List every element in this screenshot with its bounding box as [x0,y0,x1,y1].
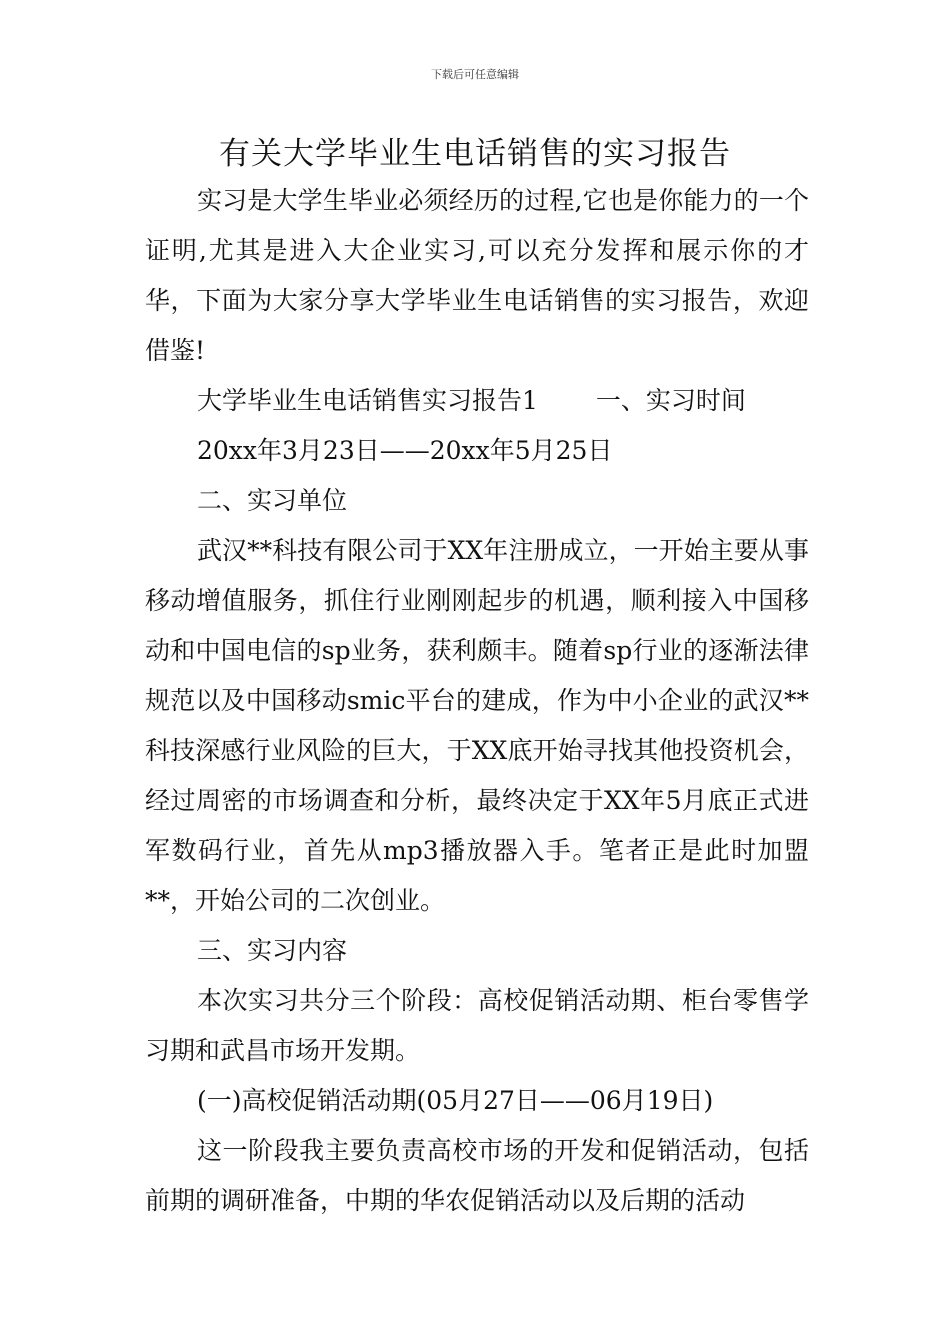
document-body [145,176,809,1226]
stage-1-paragraph: 这一阶段我主要负责高校市场的开发和促销活动，包括前期的调研准备，中期的华农促销活动以及后期的活动 [145,1136,809,1215]
report-heading-line [145,376,809,426]
section-2-heading: 二、实习单位 [197,486,348,515]
document-title: 有关大学毕业生电话销售的实习报告 [219,136,731,172]
section-3-heading: 三、实习内容 [197,936,348,965]
report-heading: 大学毕业生电话销售实习报告1 [197,386,538,415]
stage-1-heading: (一)高校促销活动期(05月27日——06月19日) [197,1086,714,1115]
section-1-heading: 一、实习时间 [595,386,746,415]
internship-period: 20xx年3月23日——20xx年5月25日 [197,436,613,465]
intro-paragraph: 实习是大学生毕业必须经历的过程,它也是你能力的一个证明,尤其是进入大企业实习,可以充分发挥和展示你的才华，下面为大家分享大学毕业生电话销售的实习报告，欢迎借鉴! [145,186,809,365]
page-header-note: 下载后可任意编辑 [431,68,519,81]
company-paragraph: 武汉**科技有限公司于XX年注册成立，一开始主要从事移动增值服务，抓住行业刚刚起步的机遇，顺利接入中国移动和中国电信的sp业务，获利颇丰。随着sp行业的逐渐法律规范以及中国移动smic平台的建成，作为中小企业的武汉**科技深感行业风险的巨大，于XX底开始寻找其他投资机会，经过周密的市场调查和分析，最终决定于XX年5月底正式进军数码行业，首先从mp3播放器入手。笔者正是此时加盟**，开始公司的二次创业。 [145,536,809,915]
stages-paragraph: 本次实习共分三个阶段：高校促销活动期、柜台零售学习期和武昌市场开发期。 [145,986,809,1065]
